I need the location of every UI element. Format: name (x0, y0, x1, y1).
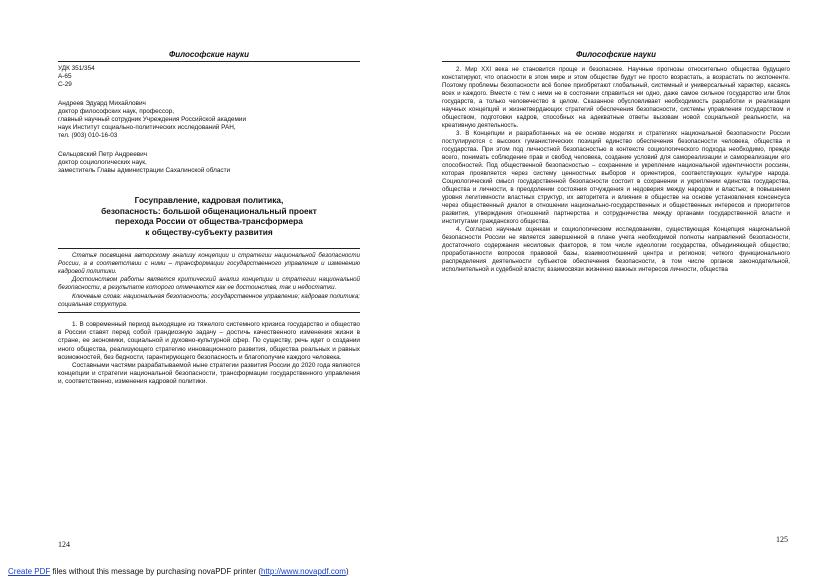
index-code: С-29 (58, 81, 72, 89)
paragraph: Составными частями разрабатываемой ныне стратегии развития России до 2020 года являются концепции и стратегии национальной безопасности, трансформации государственного управления и, соответственно, изменения кадровой политики. (58, 361, 360, 386)
running-header: Философские науки (58, 50, 360, 62)
author-name: Сельцовский Петр Андреевич (58, 150, 148, 158)
title-line: перехода России от общества-трансформера (115, 216, 303, 227)
udk-block (58, 65, 360, 90)
abstract (58, 248, 360, 313)
paragraph: 4. Согласно научным оценкам и социологическим исследованиям, существующая Концепция национальной безопасности России не является завершенной в плане учета необходимой полноты направлений безопасности, достаточного содержания несиловых факторов, в том числе идеологии государства, объединяющей общество; проработанности вопросов правовой базы, взаимоотношений центра и регионов; четкого функционального распределения деятельности субъектов обеспечения безопасности, в том числе органов законодательной, исполнительной и судебной власти; взаимосвязи жизненно важных интересов личности, общества (442, 226, 790, 273)
author-block (58, 151, 360, 176)
paragraph: 2. Мир XXI века не становится проще и безопаснее. Научные прогнозы относительно общества будущего констатируют, что опасности в этом мире и этом обществе будут не просто возрастать, а возрастать по экспоненте. Поэтому проблемы безопасности всё более приобретают глобальный, системный и универсальный характер, касаясь всех и каждого. Вместе с тем с ними не в состоянии справиться ни одно, даже самое сильное государство или блок государств, а только человечество в целом. Сказанное обусловливает необходимость разработки и реализации научных концепций и жизнетвердающих стратегий обеспечения безопасности, системы управления государством и обществом, подготовки кадров, способных на адекватные ответы вызовам новой социальной реальности, на креативную деятельность. (442, 66, 790, 129)
author-info: доктор социологических наук, (58, 158, 147, 166)
footer-text-end: ) (345, 567, 349, 576)
running-header: Философские науки (442, 50, 790, 62)
left-page (0, 0, 390, 560)
author-name: Андреев Эдуард Михайлович (58, 99, 146, 107)
novapdf-link[interactable]: http://www.novapdf.com (261, 567, 346, 576)
title-line: к обществу-субъекту развития (145, 227, 273, 238)
body-text (442, 66, 790, 274)
udk-code: УДК 351/354 (58, 65, 95, 72)
paragraph: 1. В современный период выходящие из тяжелого системного кризиса государство и общество в России ставят перед собой грандиозную задачу – достичь качественного изменения жизни в стране, ее экономики, социальной и духовно-культурной сфер. По существу, речь идет о создании иного общества, реализующего стратегию инновационного развития, общества реальных и равных возможностей, без бедности, гарантирующего безопасность и благополучие каждого человека. (58, 321, 360, 361)
abstract-paragraph: Статья посвящена авторскому анализу концепции и стратегии национальной безопасности России, а в соответствии с ними – трансформации государственного управления и изменению кадровой политики. (58, 251, 360, 276)
pdf-footer-notice (8, 567, 349, 576)
create-pdf-link[interactable]: Create PDF (8, 567, 51, 576)
title-line: Госуправление, кадровая политика, (134, 195, 284, 206)
abstract-paragraph: Достоинством работы является критический анализ концепции и стратегии национальной безопасности, в результате которого отмечаются как ее достоинства, так и недостатки. (58, 276, 360, 292)
paragraph: 3. В Концепции и разработанных на ее основе моделях и стратегиях национальной безопасности России постулируются с высоких гуманистических позиций единство обеспечения безопасности человека, общества и государства. При этом под личностной безопасностью в контексте социологического подхода необходимо, прежде всего, понимать соблюдение прав и свобод человека, создание условий для самореализации и самореализации его способностей. Под общественной безопасностью – сохранение и укрепление национальной идентичности россиян, которая проявляется через систему ценностных выборов и ориентиров, соответствующих культуре народа. Социологический смысл государственной безопасности состоит в сохранении и укреплении единства государства, общества и личности, в преодолении состояния отчуждения и недоверия между народом и властью; в повышении уровня легитимности властных структур, их авторитета и влияния в обществе на основе установления консенсуса через общественный диалог в отношении национально-государственных и общественных интересов и приоритетов развития, утверждения отношений партнерства и сотрудничества между органами государственной власти и институтами гражданского общества. (442, 130, 790, 225)
page-number: 125 (776, 535, 788, 544)
right-page (410, 0, 820, 560)
author-info: доктор философских наук, профессор, (58, 107, 174, 115)
author-block (58, 100, 360, 141)
author-info: главный научный сотрудник Учреждения Российской академии (58, 116, 247, 124)
footer-text: files without this message by purchasing novaPDF printer ( (50, 567, 261, 576)
keywords: Ключевые слова: национальная безопасность; государственное управление; кадровая политика; социальная структура. (58, 292, 360, 308)
article-title (58, 195, 360, 237)
index-code: А-65 (58, 73, 72, 81)
author-info: наук Институт социально-политических исследований РАН, (58, 124, 236, 132)
author-info: заместитель Главы администрации Сахалинской области (58, 167, 231, 175)
author-info: тел. (903) 010-16-03 (58, 132, 118, 140)
page-number: 124 (58, 540, 70, 549)
body-text (58, 321, 360, 386)
title-line: безопасность: большой общенациональный проект (101, 205, 317, 216)
